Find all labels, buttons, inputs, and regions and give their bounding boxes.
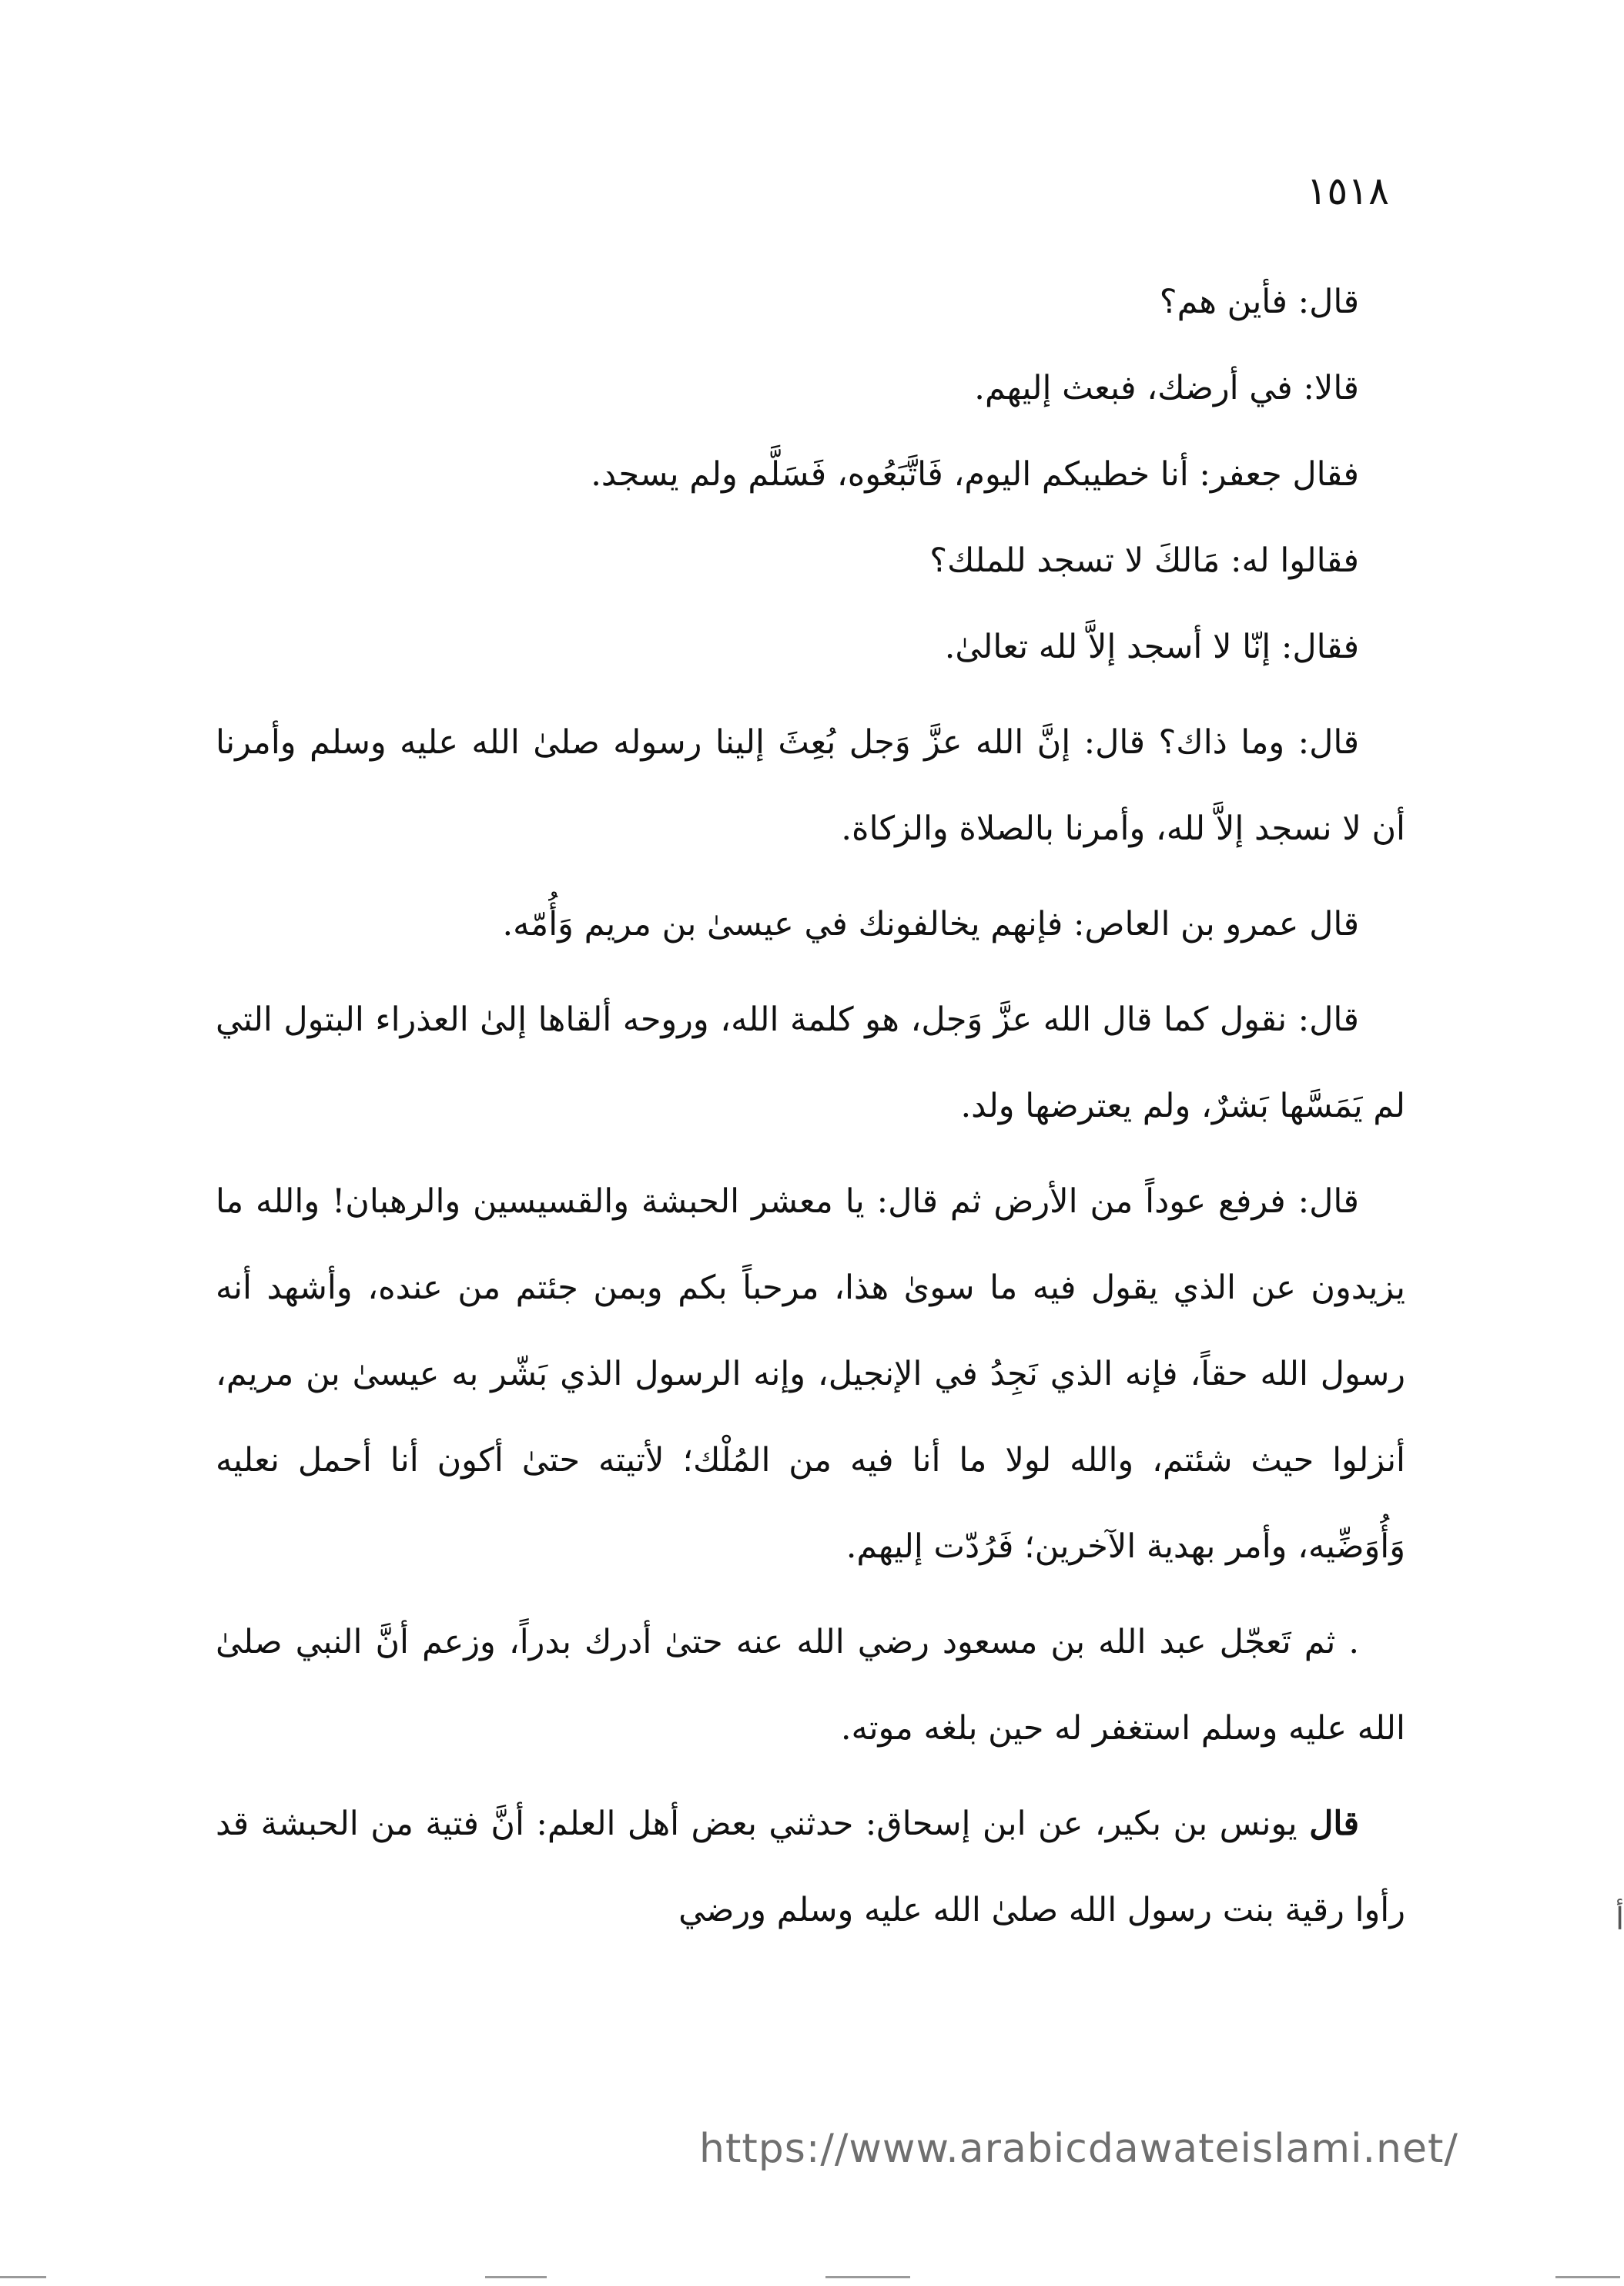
paragraph-5: فقال: إنّا لا أسجد إلاَّ لله تعالىٰ. — [944, 628, 1359, 666]
paragraph-2: قالا: في أرضك، فبعث إليهم. — [974, 369, 1359, 407]
margin-glyph: أ — [1616, 1902, 1624, 1937]
paragraph-11-lead: قال — [1309, 1805, 1359, 1843]
watermark-url: https://www.arabicdawateislami.net/ — [699, 2126, 1458, 2172]
scan-rule-left — [0, 2276, 46, 2278]
paragraph-7: قال عمرو بن العاص: فإنهم يخالفونك في عيسىٰ بن مريم وَأُمّه. — [502, 905, 1359, 944]
page-body — [216, 259, 1405, 1953]
paragraph-4: فقالوا له: مَالكَ لا تسجد للملك؟ — [929, 541, 1359, 580]
paragraph-1: قال: فأين هم؟ — [1159, 283, 1359, 321]
paragraph-8: قال: نقول كما قال الله عزَّ وَجل، هو كلمة الله، وروحه ألقاها إلىٰ العذراء البتول التي لم يَمَسَّها بَشرٌ، ولم يعترضها ولد. — [216, 1001, 1405, 1125]
paragraph-11 — [216, 1781, 1405, 1953]
scan-rule-mid-2 — [825, 2276, 910, 2278]
paragraph-9: قال: فرفع عوداً من الأرض ثم قال: يا معشر الحبشة والقسيسين والرهبان! والله ما يزيدون عن الذي يقول فيه ما سوىٰ هذا، مرحباً بكم وبمن جئتم من عنده، وأشهد أنه رسول الله حقاً، فإنه الذي نَجِدُ في الإنجيل، وإنه الرسول الذي بَشّر به عيسىٰ بن مريم، أنزلوا حيث شئتم، والله لولا ما أنا فيه من المُلْك؛ لأتيته حتىٰ أكون أنا أحمل نعليه وَأُوَضِّيه، وأمر بهدية الآخرين؛ فَرُدّت إليهم. — [216, 1182, 1405, 1566]
scan-rule-right — [1555, 2276, 1620, 2278]
scan-rule-mid-1 — [485, 2276, 547, 2278]
paragraph-10: . ثم تَعجّل عبد الله بن مسعود رضي الله عنه حتىٰ أدرك بدراً، وزعم أنَّ النبي صلىٰ الله عليه وسلم استغفر له حين بلغه موته. — [216, 1623, 1405, 1748]
page-number: ١٥١٨ — [1306, 169, 1389, 213]
paragraph-6: قال: وما ذاك؟ قال: إنَّ الله عزَّ وَجل بُعِثَ إلينا رسوله صلىٰ الله عليه وسلم وأمرنا أن لا نسجد إلاَّ لله، وأمرنا بالصلاة والزكاة. — [216, 723, 1405, 848]
paragraph-11-text: يونس بن بكير، عن ابن إسحاق: حدثني بعض أهل العلم: أنَّ فتية من الحبشة قد رأوا رقية بنت رسول الله صلىٰ الله عليه وسلم ورضي — [216, 1805, 1405, 1929]
paragraph-3: فقال جعفر: أنا خطيبكم اليوم، فَاتَّبَعُوه، فَسَلَّم ولم يسجد. — [591, 455, 1359, 494]
